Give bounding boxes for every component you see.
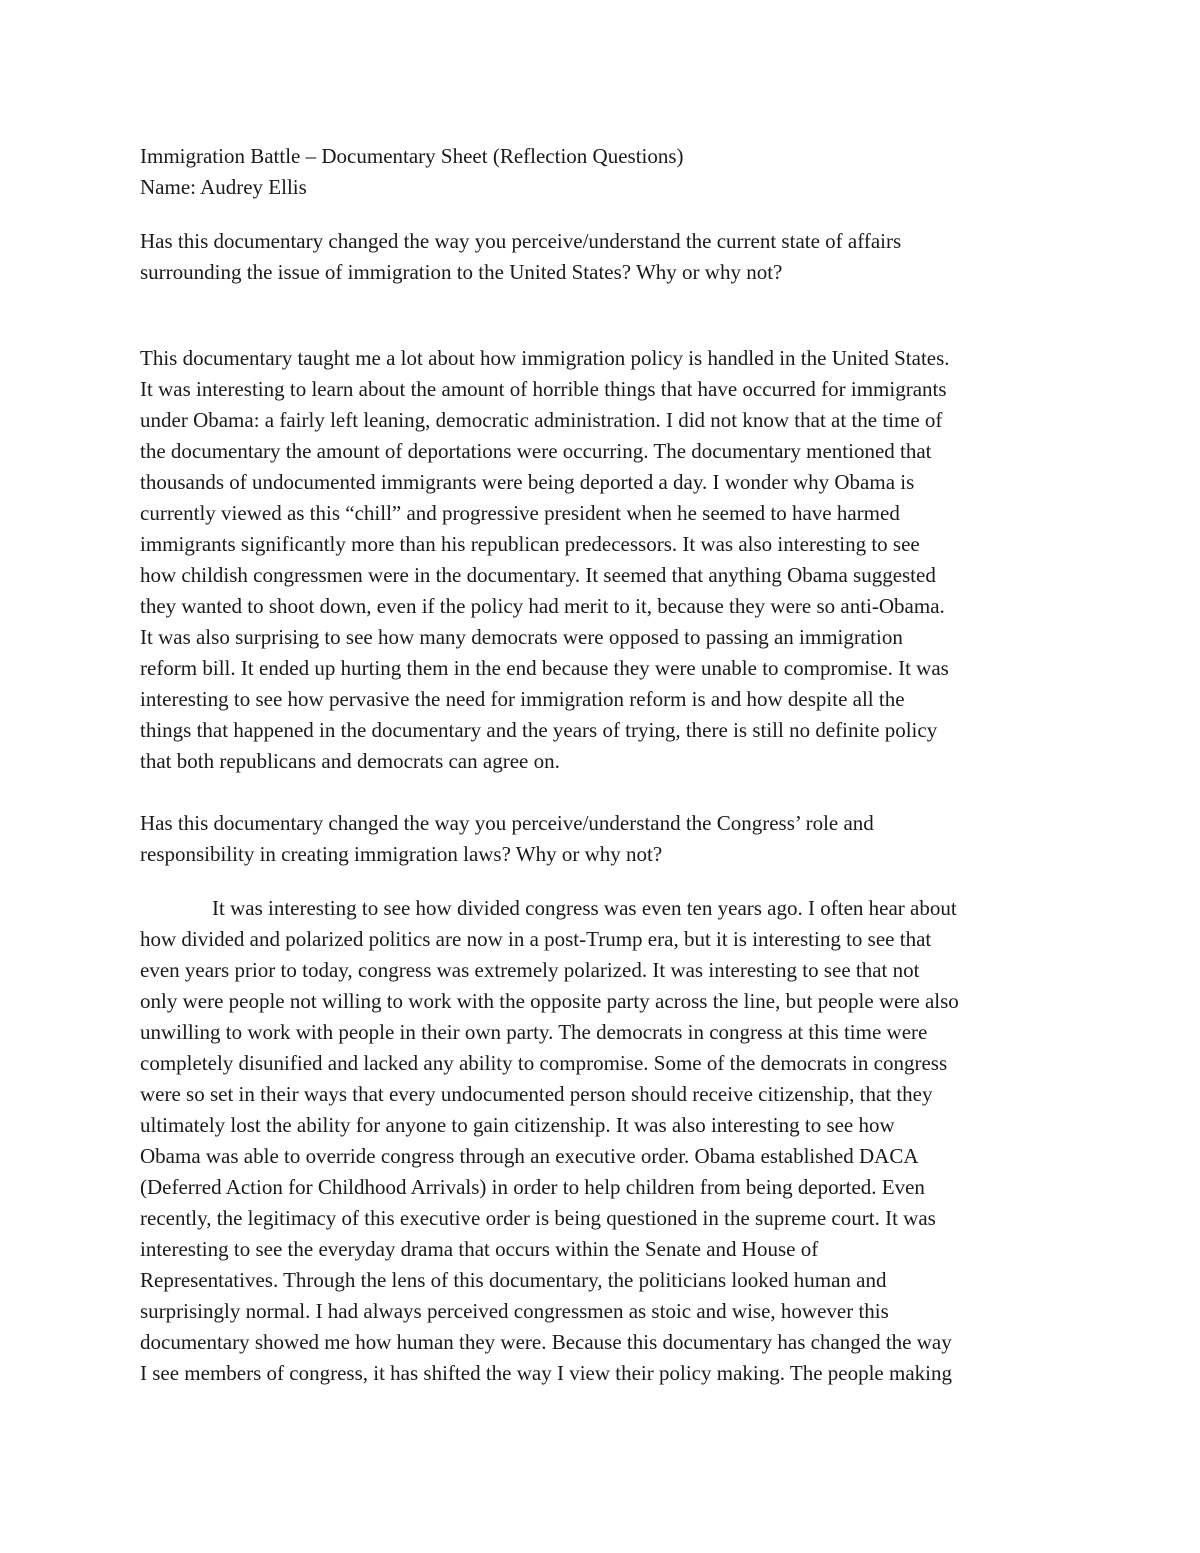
- answer-line: I see members of congress, it has shifted the way I view their policy making. The people making: [140, 1361, 952, 1385]
- answer-line: under Obama: a fairly left leaning, democratic administration. I did not know that at the time of: [140, 408, 943, 432]
- answer-line: (Deferred Action for Childhood Arrivals) in order to help children from being deported. Even: [140, 1175, 925, 1199]
- answer-line: It was also surprising to see how many democrats were opposed to passing an immigration: [140, 625, 903, 649]
- document-title: Immigration Battle – Documentary Sheet (Reflection Questions): [140, 144, 684, 168]
- answer-line: It was interesting to learn about the amount of horrible things that have occurred for immigrants: [140, 377, 947, 401]
- answer-line: recently, the legitimacy of this executive order is being questioned in the supreme court. It was: [140, 1206, 936, 1230]
- answer-line: the documentary the amount of deportations were occurring. The documentary mentioned that: [140, 439, 932, 463]
- answer-line: how divided and polarized politics are now in a post-Trump era, but it is interesting to see that: [140, 927, 932, 951]
- answer-2: [140, 893, 1070, 1389]
- question-2: [140, 808, 1070, 870]
- student-name: Name: Audrey Ellis: [140, 175, 307, 199]
- answer-line: even years prior to today, congress was extremely polarized. It was interesting to see that not: [140, 958, 920, 982]
- answer-line: only were people not willing to work with the opposite party across the line, but people were also: [140, 989, 959, 1013]
- answer-line: immigrants significantly more than his republican predecessors. It was also interesting to see: [140, 532, 920, 556]
- question-1: [140, 226, 1070, 288]
- question-line: Has this documentary changed the way you perceive/understand the current state of affairs: [140, 229, 902, 253]
- answer-line: surprisingly normal. I had always perceived congressmen as stoic and wise, however this: [140, 1299, 889, 1323]
- answer-line: unwilling to work with people in their own party. The democrats in congress at this time were: [140, 1020, 928, 1044]
- question-line: surrounding the issue of immigration to the United States? Why or why not?: [140, 260, 783, 284]
- answer-line: thousands of undocumented immigrants were being deported a day. I wonder why Obama is: [140, 470, 915, 494]
- answer-line: currently viewed as this “chill” and progressive president when he seemed to have harmed: [140, 501, 900, 525]
- answer-line: documentary showed me how human they were. Because this documentary has changed the way: [140, 1330, 952, 1354]
- answer-line: they wanted to shoot down, even if the policy had merit to it, because they were so anti-Obama.: [140, 594, 945, 618]
- answer-line: completely disunified and lacked any ability to compromise. Some of the democrats in congress: [140, 1051, 948, 1075]
- question-line: Has this documentary changed the way you perceive/understand the Congress’ role and: [140, 811, 874, 835]
- answer-line: things that happened in the documentary and the years of trying, there is still no definite policy: [140, 718, 938, 742]
- answer-line: how childish congressmen were in the documentary. It seemed that anything Obama suggested: [140, 563, 936, 587]
- document-header: [140, 141, 1070, 203]
- answer-line: interesting to see how pervasive the need for immigration reform is and how despite all the: [140, 687, 905, 711]
- answer-line: Representatives. Through the lens of this documentary, the politicians looked human and: [140, 1268, 887, 1292]
- answer-line: were so set in their ways that every undocumented person should receive citizenship, that they: [140, 1082, 933, 1106]
- answer-line: ultimately lost the ability for anyone to gain citizenship. It was also interesting to see how: [140, 1113, 895, 1137]
- answer-line: that both republicans and democrats can agree on.: [140, 749, 560, 773]
- question-line: responsibility in creating immigration laws? Why or why not?: [140, 842, 663, 866]
- answer-line: This documentary taught me a lot about how immigration policy is handled in the United States.: [140, 346, 950, 370]
- answer-line: Obama was able to override congress through an executive order. Obama established DACA: [140, 1144, 919, 1168]
- answer-1: [140, 343, 1070, 777]
- answer-line: interesting to see the everyday drama that occurs within the Senate and House of: [140, 1237, 819, 1261]
- answer-line: reform bill. It ended up hurting them in the end because they were unable to compromise. It was: [140, 656, 949, 680]
- answer-line-indented: It was interesting to see how divided congress was even ten years ago. I often hear about: [212, 896, 957, 920]
